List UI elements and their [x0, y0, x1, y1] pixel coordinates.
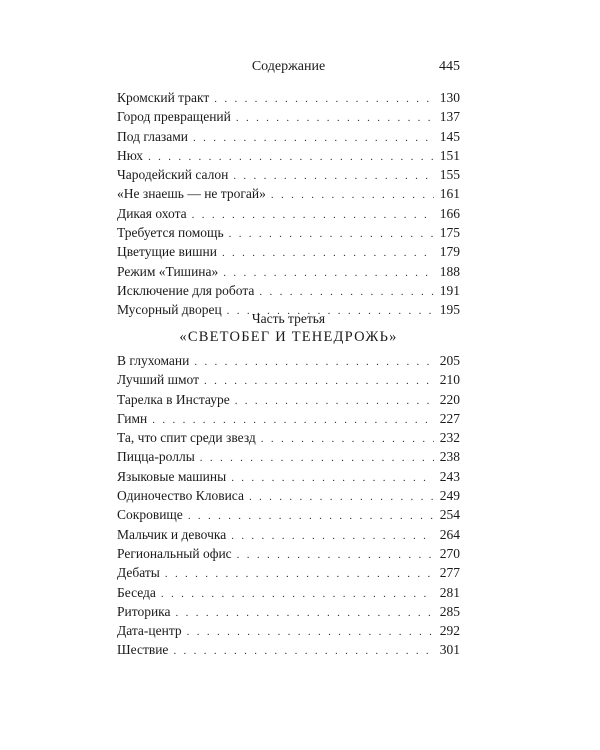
- toc-list-part-two: [117, 88, 460, 320]
- toc-list-part-three: [117, 351, 460, 660]
- toc-entry-page: 210: [439, 372, 460, 388]
- part-heading: [117, 310, 460, 347]
- toc-entry-page: 137: [439, 109, 460, 125]
- dot-leader: [161, 585, 434, 604]
- toc-entry-page: 254: [439, 507, 460, 523]
- dot-leader: [235, 392, 434, 411]
- toc-entry-title: Город превращений: [117, 109, 231, 125]
- toc-entry: [117, 525, 460, 544]
- toc-entry: [117, 223, 460, 242]
- toc-entry: [117, 88, 460, 107]
- toc-entry: [117, 467, 460, 486]
- toc-entry: [117, 640, 460, 659]
- toc-entry-page: 277: [439, 565, 460, 581]
- toc-entry: [117, 409, 460, 428]
- dot-leader: [261, 430, 434, 449]
- toc-entry-title: Под глазами: [117, 128, 189, 144]
- toc-entry-page: 145: [439, 128, 460, 144]
- dot-leader: [187, 623, 434, 642]
- toc-entry: [117, 544, 460, 563]
- toc-entry-title: Беседа: [117, 584, 156, 600]
- toc-entry: [117, 262, 460, 281]
- toc-entry-title: Мальчик и девочка: [117, 526, 227, 542]
- dot-leader: [236, 109, 434, 128]
- running-head-title: Содержание: [251, 59, 326, 74]
- toc-entry-page: 130: [439, 90, 460, 105]
- toc-entry-title: Языковые машины: [117, 468, 227, 484]
- toc-entry-title: Режим «Тишина»: [117, 263, 219, 279]
- toc-entry-title: «Не знаешь — не трогай»: [117, 186, 266, 202]
- toc-entry: [117, 505, 460, 524]
- toc-entry-title: Гимн: [117, 410, 148, 426]
- toc-entry-page: 155: [439, 167, 460, 183]
- toc-entry-page: 243: [439, 468, 460, 484]
- toc-entry-title: В глухомани: [117, 353, 190, 368]
- toc-entry-title: Нюх: [117, 147, 144, 163]
- part-title: «СВЕТОБЕГ И ТЕНЕДРОЖЬ»: [179, 329, 398, 345]
- toc-entry-page: 188: [439, 263, 460, 279]
- dot-leader: [222, 244, 434, 263]
- toc-entry-title: Региональный офис: [117, 545, 232, 561]
- dot-leader: [173, 642, 434, 661]
- toc-entry-page: 191: [439, 282, 460, 298]
- toc-entry-title: Риторика: [117, 603, 171, 619]
- dot-leader: [176, 604, 434, 623]
- dot-leader: [192, 206, 434, 225]
- toc-entry-page: 205: [439, 353, 460, 368]
- toc-entry-title: Цветущие вишни: [117, 244, 217, 260]
- dot-leader: [200, 449, 434, 468]
- toc-entry-page: 301: [439, 642, 460, 658]
- toc-entry: [117, 370, 460, 389]
- toc-entry-page: 264: [439, 526, 460, 542]
- toc-entry-page: 238: [439, 449, 460, 465]
- toc-entry-title: Одиночество Кловиса: [117, 488, 244, 504]
- toc-entry-title: Дата-центр: [117, 623, 182, 639]
- toc-entry-page: 232: [439, 430, 460, 446]
- toc-entry-title: Мусорный дворец: [117, 302, 222, 318]
- toc-entry: [117, 127, 460, 146]
- dot-leader: [231, 527, 434, 546]
- toc-entry-title: Дикая охота: [117, 205, 187, 221]
- toc-entry-page: 175: [439, 225, 460, 241]
- dot-leader: [249, 488, 434, 507]
- toc-entry: [117, 242, 460, 261]
- toc-entry: [117, 428, 460, 447]
- dot-leader: [204, 372, 434, 391]
- page-number: 445: [439, 59, 460, 74]
- dot-leader: [259, 283, 434, 302]
- running-head: [117, 57, 460, 77]
- toc-entry-title: Кромский тракт: [117, 90, 210, 105]
- toc-entry: [117, 486, 460, 505]
- toc-entry-page: 227: [439, 410, 460, 426]
- toc-entry: [117, 351, 460, 370]
- toc-entry-title: Чародейский салон: [117, 167, 229, 183]
- toc-entry-page: 285: [439, 603, 460, 619]
- toc-entry-page: 151: [439, 147, 460, 163]
- dot-leader: [231, 469, 434, 488]
- toc-entry-page: 195: [439, 302, 460, 318]
- part-label: Часть третья: [251, 311, 326, 326]
- dot-leader: [271, 186, 434, 205]
- toc-entry: [117, 621, 460, 640]
- toc-entry: [117, 146, 460, 165]
- dot-leader: [223, 264, 434, 283]
- toc-entry: [117, 583, 460, 602]
- dot-leader: [194, 353, 434, 372]
- toc-entry: [117, 447, 460, 466]
- toc-entry-title: Лучший шмот: [117, 372, 199, 388]
- toc-entry-page: 220: [439, 391, 460, 407]
- toc-entry: [117, 602, 460, 621]
- toc-entry: [117, 184, 460, 203]
- dot-leader: [237, 546, 434, 565]
- toc-entry: [117, 204, 460, 223]
- toc-entry-page: 281: [439, 584, 460, 600]
- toc-entry: [117, 107, 460, 126]
- toc-entry-page: 161: [439, 186, 460, 202]
- toc-entry-title: Та, что спит среди звезд: [117, 430, 256, 446]
- toc-entry-page: 292: [439, 623, 460, 639]
- toc-entry-title: Требуется помощь: [117, 225, 224, 241]
- toc-entry-page: 179: [439, 244, 460, 260]
- toc-entry-title: Тарелка в Инстауре: [117, 391, 230, 407]
- toc-entry-title: Шествие: [117, 642, 169, 658]
- toc-entry: [117, 165, 460, 184]
- toc-entry-title: Пицца-роллы: [117, 449, 195, 465]
- toc-entry: [117, 281, 460, 300]
- dot-leader: [193, 129, 434, 148]
- toc-entry: [117, 563, 460, 582]
- toc-entry-title: Дебаты: [117, 565, 160, 581]
- dot-leader: [214, 90, 434, 109]
- toc-entry: [117, 390, 460, 409]
- toc-entry-title: Сокровище: [117, 507, 183, 523]
- toc-entry-title: Исключение для робота: [117, 282, 255, 298]
- dot-leader: [165, 565, 434, 584]
- toc-entry-page: 166: [439, 205, 460, 221]
- toc-entry-page: 249: [439, 488, 460, 504]
- toc-entry-page: 270: [439, 545, 460, 561]
- dot-leader: [229, 225, 434, 244]
